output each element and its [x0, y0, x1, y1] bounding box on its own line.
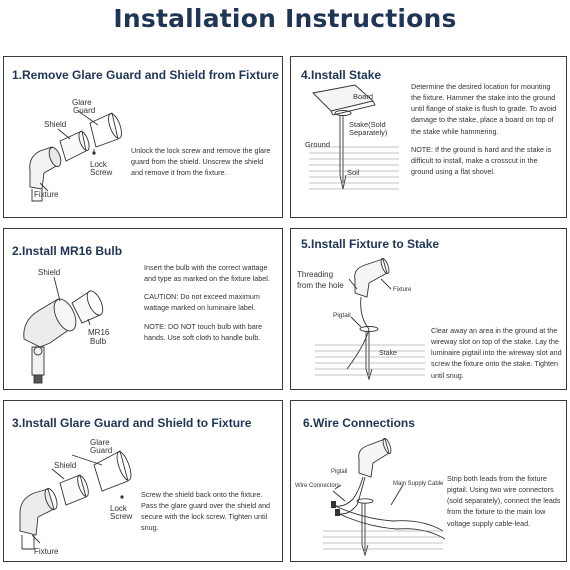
- svg-text:from the hole: from the hole: [297, 281, 344, 290]
- step-title-6: 6.Wire Connections: [303, 416, 415, 430]
- label-main-supply-cable: Main Supply Cable: [393, 481, 444, 487]
- step-text-5: Clear away an area in the ground at the wireway slot on top of the stake. Lay the luminaire pigtail into the wireway slot and screw the fixture onto the stake. Tighten until snug.: [431, 326, 562, 380]
- svg-text:Guard: Guard: [90, 446, 113, 455]
- svg-text:Screw: Screw: [90, 168, 113, 177]
- fixture-assembly-illustration: [10, 435, 140, 560]
- fixture-disassembly-illustration: [10, 91, 130, 216]
- label-wire-connectors: Wire Connectors: [295, 483, 340, 489]
- step-text-4: Determine the desired location for mounting the fixture. Hammer the stake into the ground until flange of stake is flush to grade. To avoid damage to the stake, place a board on top of the stake while hammering. NOTE: If the ground is hard and the stake is difficult to install, make a crosscut in the ground using a flat shovel.: [411, 82, 557, 177]
- step-text-6: Strip both leads from the fixture pigtail. Using two wire connectors (sold separately), connect the leads from the fixture to the main low voltage supply cable-lead.: [447, 474, 561, 528]
- fixture-to-stake-illustration: [295, 253, 445, 388]
- label-glare-guard: Glare: [72, 98, 92, 107]
- label-fixture: Fixture: [393, 287, 412, 293]
- step-panel-5: [290, 228, 567, 390]
- label-shield: Shield: [38, 268, 61, 277]
- step-title-5: 5.Install Fixture to Stake: [301, 237, 440, 251]
- svg-text:Screw: Screw: [110, 512, 133, 521]
- step-text-2: Insert the bulb with the correct wattage and type as marked on the fixture label. CAUTION: Do not exceed maximum wattage marked on luminaire label. NOTE: DO NOT touch bulb with bare hands. Use soft cloth to handle bulb.: [144, 263, 270, 342]
- step-title-4: 4.Install Stake: [301, 68, 382, 82]
- label-shield: Shield: [54, 461, 77, 470]
- wire-connections-illustration: [293, 435, 448, 560]
- step-panel-3: [3, 400, 283, 562]
- page-title: Installation Instructions: [113, 4, 457, 33]
- label-lock-screw: Lock: [90, 160, 107, 169]
- stake-install-illustration: [299, 83, 409, 208]
- label-pigtail: Pigtail: [331, 469, 348, 475]
- step-text-1: Unlock the lock screw and remove the glare guard from the shield. Unscrew the shield and remove it from the fixture.: [131, 146, 271, 178]
- label-lock-screw: Lock: [110, 504, 127, 513]
- step-title-2: 2.Install MR16 Bulb: [12, 244, 123, 258]
- label-ground: Ground: [305, 140, 331, 149]
- bulb-install-illustration: [10, 263, 130, 388]
- svg-text:Separately): Separately): [349, 128, 388, 137]
- label-soil: Soil: [347, 168, 360, 177]
- svg-text:Bulb: Bulb: [90, 337, 107, 346]
- label-stake: Stake: [379, 350, 397, 357]
- label-board: Board: [353, 92, 374, 101]
- step-title-1: 1.Remove Glare Guard and Shield from Fixture: [12, 68, 279, 82]
- step-text-3: Screw the shield back onto the fixture. Pass the glare guard over the shield and secure with the lock screw. Tighten until snug.: [141, 490, 271, 533]
- step-panel-4: [290, 56, 567, 218]
- label-mr16-bulb: MR16: [88, 328, 110, 337]
- step-title-3: 3.Install Glare Guard and Shield to Fixture: [12, 416, 252, 430]
- step-panel-1: [3, 56, 283, 218]
- label-fixture: Fixture: [34, 547, 59, 556]
- label-shield: Shield: [44, 120, 67, 129]
- step-panel-2: [3, 228, 283, 390]
- label-fixture: Fixture: [34, 190, 59, 199]
- svg-text:Guard: Guard: [73, 106, 96, 115]
- label-glare-guard: Glare: [90, 438, 110, 447]
- step-panel-6: [290, 400, 567, 562]
- label-stake: Stake(Sold: [349, 120, 386, 129]
- label-threading: Threading: [297, 270, 334, 279]
- label-pigtail: Pigtail: [333, 312, 351, 319]
